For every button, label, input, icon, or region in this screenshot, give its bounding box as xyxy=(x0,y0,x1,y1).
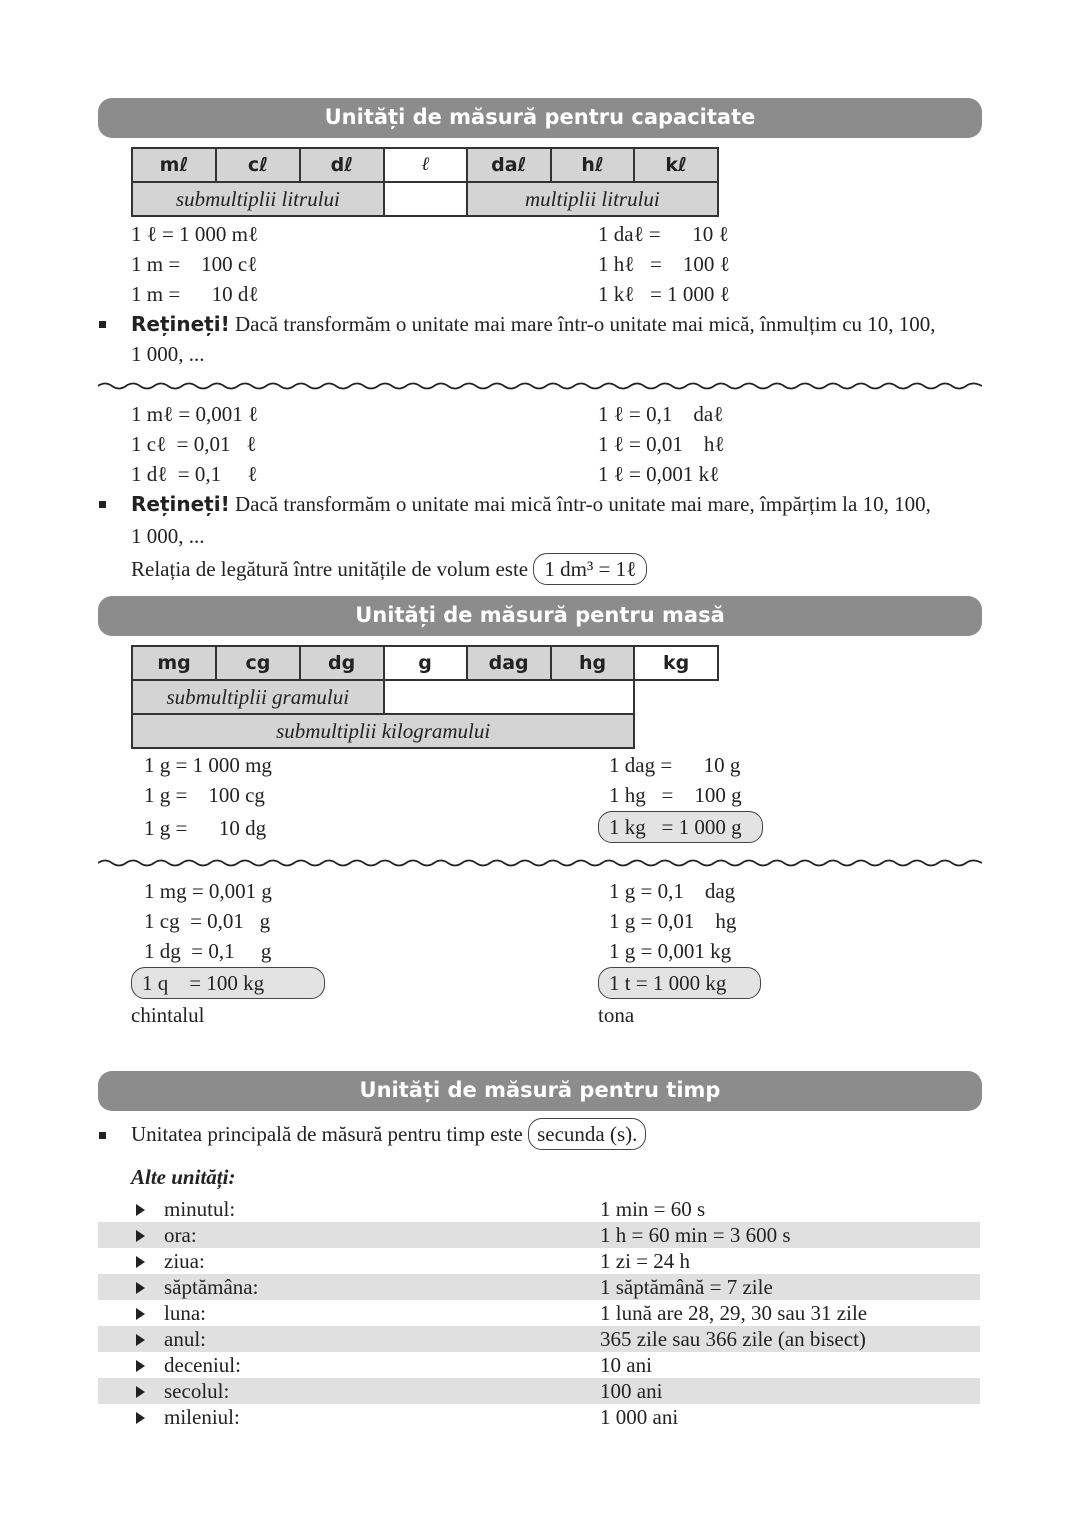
mass-inv-left-0: 1 mg = 0,001 g xyxy=(144,879,272,903)
time-row: ora: 1 h = 60 min = 3 600 s xyxy=(98,1222,980,1248)
capacity-inv-right-0: 1 ℓ = 0,1 daℓ xyxy=(598,402,724,426)
time-row: anul: 365 zile sau 366 zile (an bisect) xyxy=(98,1326,980,1352)
submultiples-kg-label: submultiplii kilogramului xyxy=(132,714,634,748)
mass-conv-left-2: 1 g = 10 dg xyxy=(144,816,267,840)
bullet-icon xyxy=(99,501,106,508)
submultiples-label: submultiplii litrului xyxy=(132,182,384,216)
capacity-inv-left-1: 1 cℓ = 0,01 ℓ xyxy=(131,432,257,456)
volume-relation: Relația de legătură între unitățile de volum este 1 dm³ = 1ℓ xyxy=(131,553,647,585)
unit-cell: dg xyxy=(300,646,384,680)
triangle-bullet-icon xyxy=(136,1386,145,1398)
time-row: deceniul: 10 ani xyxy=(98,1352,980,1378)
capacity-inv-right-2: 1 ℓ = 0,001 kℓ xyxy=(598,462,720,486)
time-row: minutul: 1 min = 60 s xyxy=(98,1196,980,1222)
time-row: secolul: 100 ani xyxy=(98,1378,980,1404)
mass-conv-right-1: 1 hg = 100 g xyxy=(609,783,742,807)
capacity-section-header: Unități de măsură pentru capacitate xyxy=(98,98,982,138)
wavy-divider xyxy=(98,381,982,391)
unit-cell: cℓ xyxy=(216,148,300,182)
time-row: ziua: 1 zi = 24 h xyxy=(98,1248,980,1274)
bullet-icon xyxy=(99,1132,106,1139)
triangle-bullet-icon xyxy=(136,1256,145,1268)
triangle-bullet-icon xyxy=(136,1334,145,1346)
mass-conv-left-1: 1 g = 100 cg xyxy=(144,783,265,807)
capacity-inv-right-1: 1 ℓ = 0,01 hℓ xyxy=(598,432,725,456)
unit-cell: dag xyxy=(467,646,551,680)
wavy-divider xyxy=(98,858,982,868)
remember-note-2-cont: 1 000, ... xyxy=(131,524,205,548)
submultiples-gram-label: submultiplii gramului xyxy=(132,680,384,714)
unit-cell-main: ℓ xyxy=(384,148,467,182)
triangle-bullet-icon xyxy=(136,1360,145,1372)
empty-cell xyxy=(384,182,467,216)
time-row: săptămâna: 1 săptămână = 7 zile xyxy=(98,1274,980,1300)
unit-cell-main: g xyxy=(384,646,467,680)
unit-cell: daℓ xyxy=(467,148,551,182)
time-row: luna: 1 lună are 28, 29, 30 sau 31 zile xyxy=(98,1300,980,1326)
capacity-conv-left-2: 1 m = 10 dℓ xyxy=(131,282,259,306)
capacity-units-table xyxy=(131,147,719,217)
kilogram-boxed: 1 kg = 1 000 g xyxy=(598,811,763,843)
bullet-icon xyxy=(99,321,106,328)
quintal-boxed: 1 q = 100 kg xyxy=(131,966,325,1000)
empty-cell xyxy=(384,680,635,714)
capacity-conv-right-2: 1 kℓ = 1 000 ℓ xyxy=(598,282,730,306)
time-section-header: Unități de măsură pentru timp xyxy=(98,1071,982,1111)
triangle-bullet-icon xyxy=(136,1308,145,1320)
unit-cell: dℓ xyxy=(300,148,384,182)
multiples-label: multiplii litrului xyxy=(467,182,718,216)
remember-note-1-cont: 1 000, ... xyxy=(131,342,205,366)
unit-cell: hg xyxy=(551,646,635,680)
mass-conv-right-2 xyxy=(598,810,763,844)
triangle-bullet-icon xyxy=(136,1204,145,1216)
remember-note-2: Rețineți! Dacă transformăm o unitate mai mică într-o unitate mai mare, împărțim la 10, 100, xyxy=(131,492,931,516)
mass-inv-right-1: 1 g = 0,01 hg xyxy=(609,909,737,933)
unit-cell-kg: kg xyxy=(634,646,718,680)
triangle-bullet-icon xyxy=(136,1412,145,1424)
unit-cell: cg xyxy=(216,646,300,680)
mass-inv-right-0: 1 g = 0,1 dag xyxy=(609,879,736,903)
time-row: mileniul: 1 000 ani xyxy=(98,1404,980,1430)
second-boxed: secunda (s). xyxy=(528,1118,646,1150)
mass-conv-left-0: 1 g = 1 000 mg xyxy=(144,753,272,777)
ton-label: tona xyxy=(598,1003,635,1027)
unit-cell: kℓ xyxy=(634,148,718,182)
capacity-inv-left-2: 1 dℓ = 0,1 ℓ xyxy=(131,462,258,486)
volume-relation-boxed: 1 dm³ = 1ℓ xyxy=(533,553,647,585)
remember-note-1: Rețineți! Dacă transformăm o unitate mai mare într-o unitate mai mică, înmulțim cu 10, 100, xyxy=(131,312,936,336)
mass-inv-right-2: 1 g = 0,001 kg xyxy=(609,939,732,963)
other-units-label: Alte unități: xyxy=(131,1165,236,1189)
mass-conv-right-0: 1 dag = 10 g xyxy=(609,753,741,777)
mass-inv-left-2: 1 dg = 0,1 g xyxy=(144,939,272,963)
triangle-bullet-icon xyxy=(136,1230,145,1242)
capacity-conv-left-0: 1 ℓ = 1 000 mℓ xyxy=(131,222,259,246)
unit-cell: mℓ xyxy=(132,148,216,182)
capacity-conv-right-0: 1 daℓ = 10 ℓ xyxy=(598,222,729,246)
time-main-unit: Unitatea principală de măsură pentru timp este secunda (s). xyxy=(131,1118,646,1150)
mass-units-table xyxy=(131,645,719,749)
capacity-inv-left-0: 1 mℓ = 0,001 ℓ xyxy=(131,402,259,426)
mass-section-header: Unități de măsură pentru masă xyxy=(98,596,982,636)
capacity-conv-left-1: 1 m = 100 cℓ xyxy=(131,252,258,276)
quintal-label: chintalul xyxy=(131,1003,205,1027)
triangle-bullet-icon xyxy=(136,1282,145,1294)
unit-cell: hℓ xyxy=(551,148,635,182)
capacity-conv-right-1: 1 hℓ = 100 ℓ xyxy=(598,252,730,276)
mass-inv-left-1: 1 cg = 0,01 g xyxy=(144,909,271,933)
unit-cell: mg xyxy=(132,646,216,680)
ton-boxed: 1 t = 1 000 kg xyxy=(598,966,761,1000)
